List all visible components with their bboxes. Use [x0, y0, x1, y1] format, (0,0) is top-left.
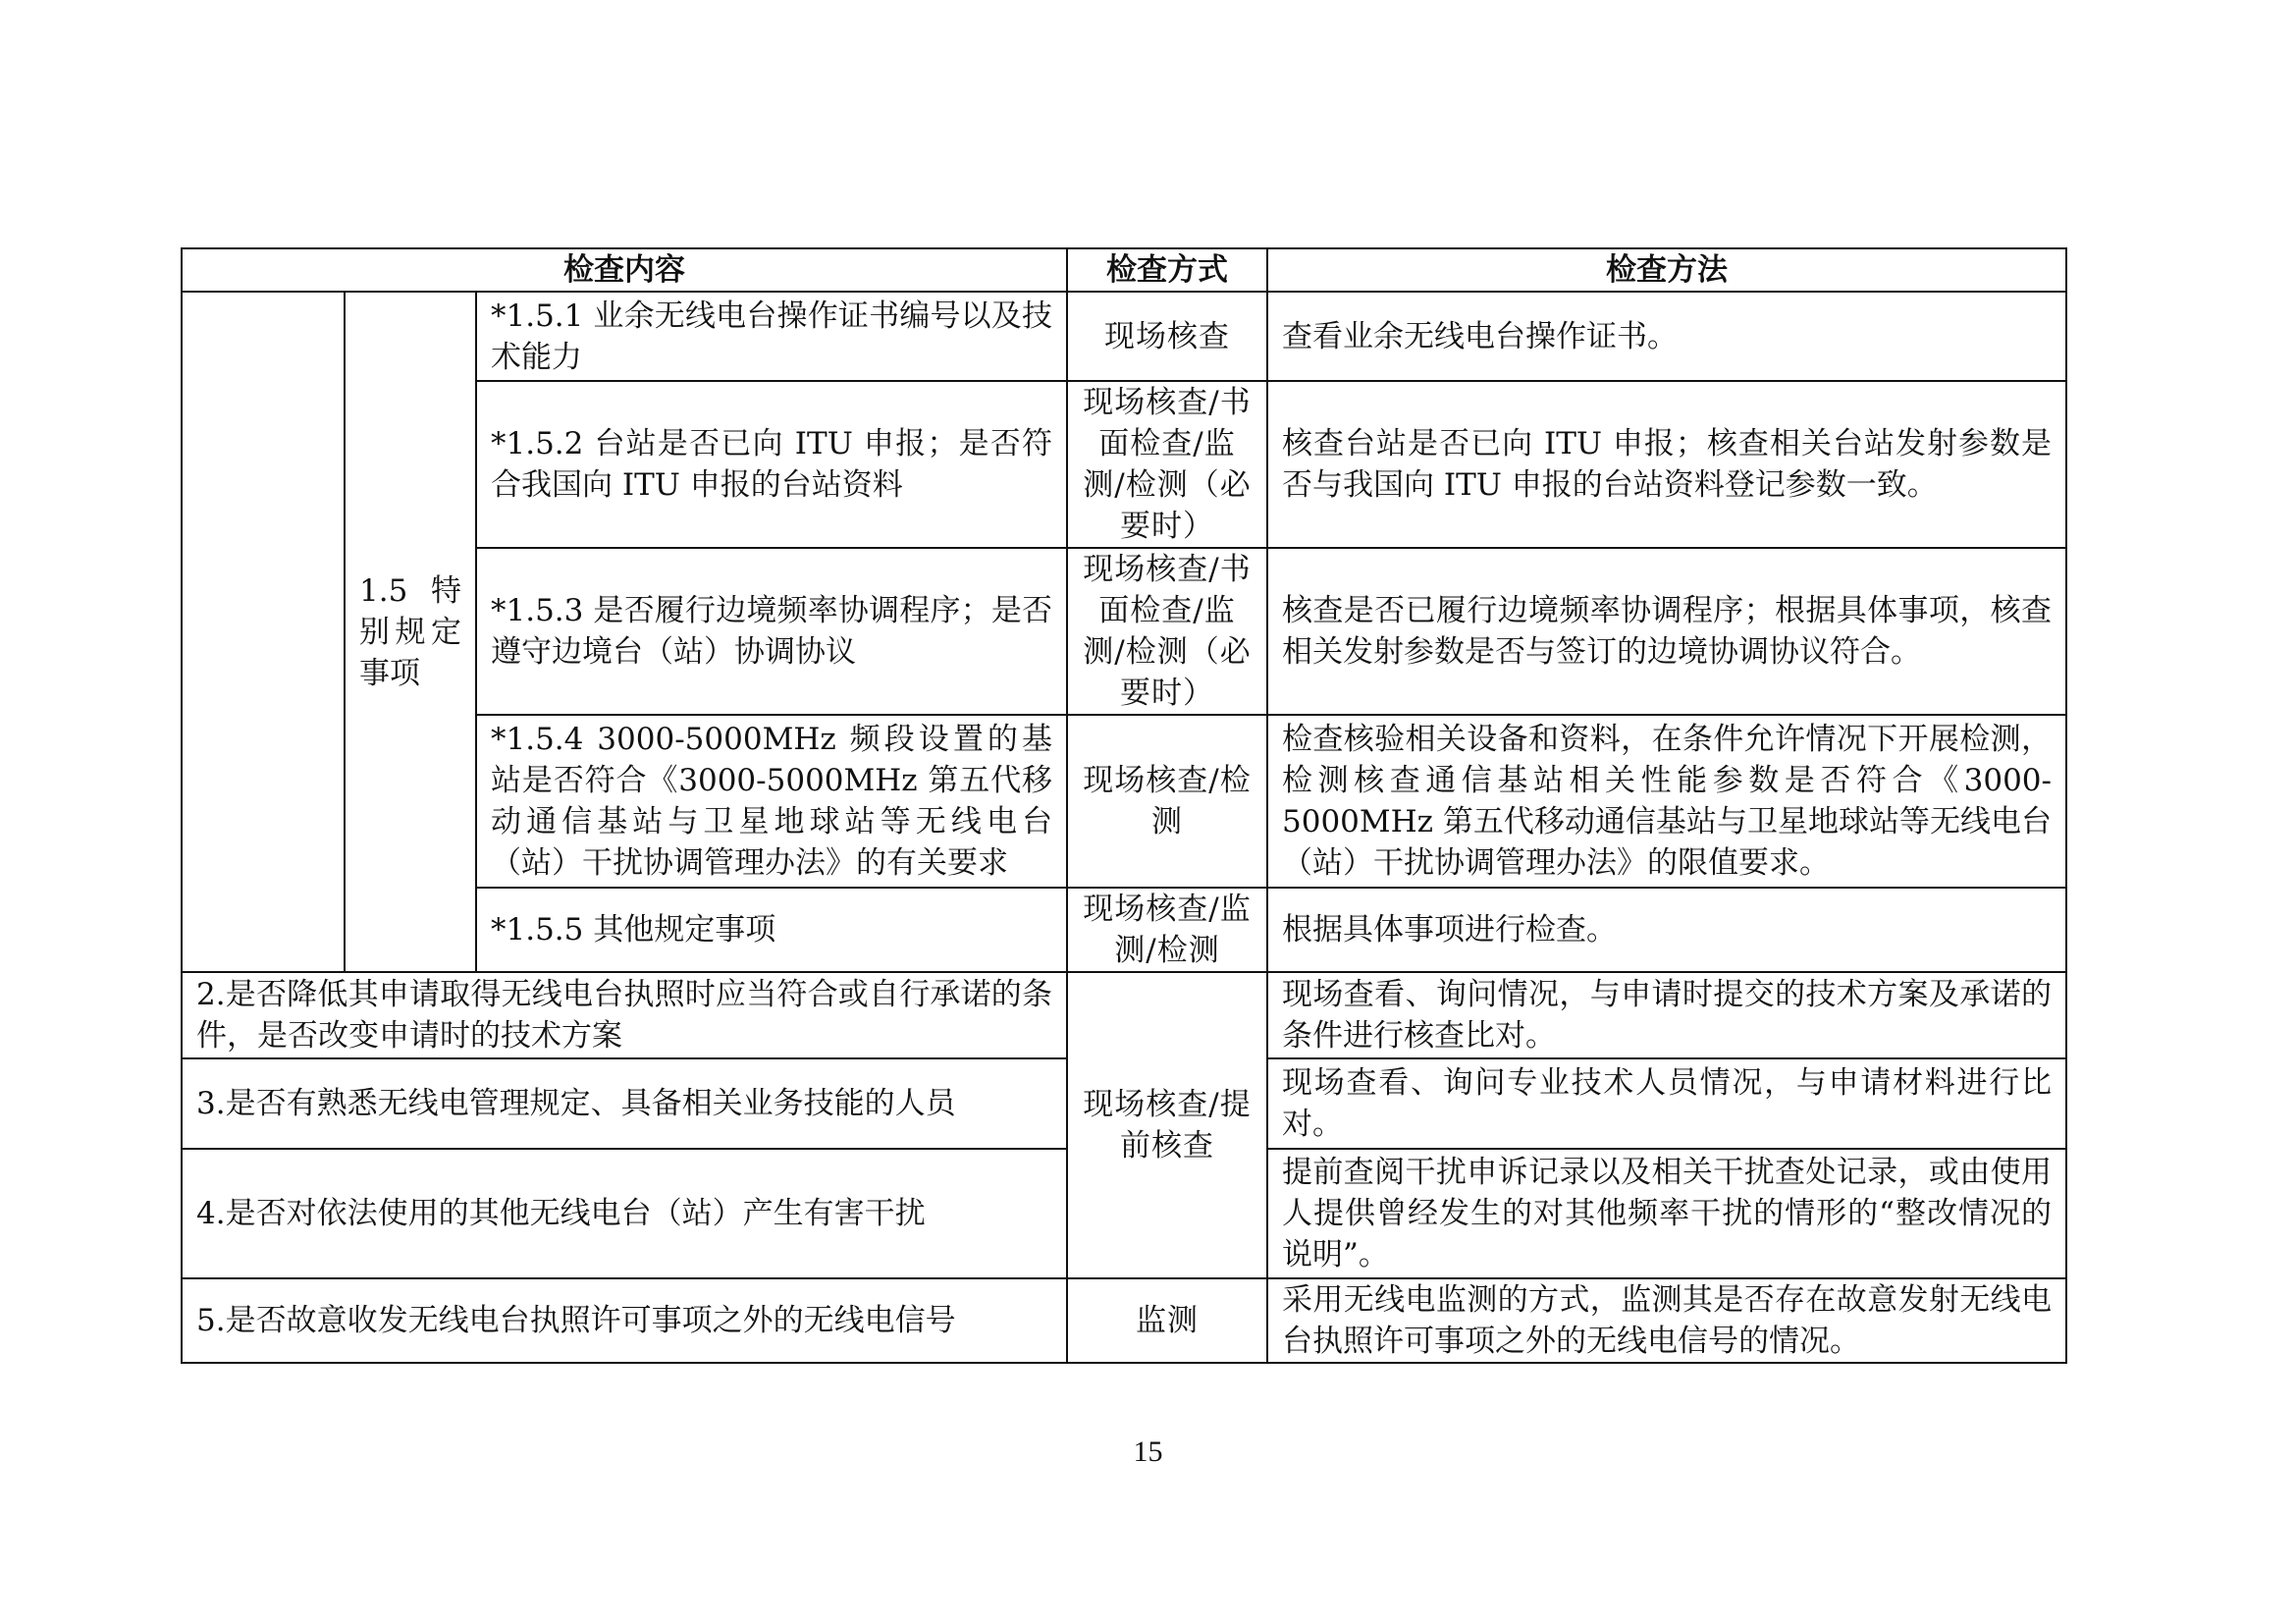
item-1-5-1-method: 查看业余无线电台操作证书。	[1267, 292, 2066, 381]
item-5-method: 采用无线电监测的方式，监测其是否存在故意发射无线电台执照许可事项之外的无线电信号的情况。	[1267, 1278, 2066, 1363]
item-5-content: 5.是否故意收发无线电台执照许可事项之外的无线电信号	[182, 1278, 1067, 1363]
item-1-5-5-method: 根据具体事项进行检查。	[1267, 888, 2066, 972]
items-shared-mode: 现场核查/提前核查	[1067, 972, 1267, 1278]
item-1-5-5-mode: 现场核查/监测/检测	[1067, 888, 1267, 972]
section-1-5-label: 1.5 特别规定事项	[345, 292, 476, 972]
table-header-row	[182, 248, 2066, 292]
header-mode: 检查方式	[1067, 248, 1267, 292]
table-row	[182, 1278, 2066, 1363]
header-content: 检查内容	[182, 248, 1067, 292]
item-4-content: 4.是否对依法使用的其他无线电台（站）产生有害干扰	[182, 1149, 1067, 1278]
blank-cell	[182, 292, 345, 972]
item-1-5-4-method: 检查核验相关设备和资料，在条件允许情况下开展检测，检测核查通信基站相关性能参数是否符合《3000-5000MHz 第五代移动通信基站与卫星地球站等无线电台（站）干扰协调管理办法》的限值要求。	[1267, 715, 2066, 888]
item-1-5-2-mode: 现场核查/书面检查/监测/检测（必要时）	[1067, 381, 1267, 548]
item-2-content: 2.是否降低其申请取得无线电台执照时应当符合或自行承诺的条件，是否改变申请时的技术方案	[182, 972, 1067, 1058]
page-number: 15	[1133, 1435, 1163, 1468]
inspection-table	[181, 247, 2067, 1364]
item-1-5-2-content: *1.5.2 台站是否已向 ITU 申报；是否符合我国向 ITU 申报的台站资料	[476, 381, 1067, 548]
item-2-method: 现场查看、询问情况，与申请时提交的技术方案及承诺的条件进行核查比对。	[1267, 972, 2066, 1058]
item-1-5-4-content: *1.5.4 3000-5000MHz 频段设置的基站是否符合《3000-5000MHz 第五代移动通信基站与卫星地球站等无线电台（站）干扰协调管理办法》的有关要求	[476, 715, 1067, 888]
item-1-5-3-method: 核查是否已履行边境频率协调程序；根据具体事项，核查相关发射参数是否与签订的边境协调协议符合。	[1267, 548, 2066, 715]
item-1-5-3-content: *1.5.3 是否履行边境频率协调程序；是否遵守边境台（站）协调协议	[476, 548, 1067, 715]
item-4-method: 提前查阅干扰申诉记录以及相关干扰查处记录，或由使用人提供曾经发生的对其他频率干扰的情形的“整改情况的说明”。	[1267, 1149, 2066, 1278]
item-3-method: 现场查看、询问专业技术人员情况，与申请材料进行比对。	[1267, 1058, 2066, 1149]
item-1-5-5-content: *1.5.5 其他规定事项	[476, 888, 1067, 972]
table-row	[182, 972, 2066, 1058]
item-1-5-4-mode: 现场核查/检测	[1067, 715, 1267, 888]
item-1-5-3-mode: 现场核查/书面检查/监测/检测（必要时）	[1067, 548, 1267, 715]
item-3-content: 3.是否有熟悉无线电管理规定、具备相关业务技能的人员	[182, 1058, 1067, 1149]
header-method: 检查方法	[1267, 248, 2066, 292]
item-1-5-1-mode: 现场核查	[1067, 292, 1267, 381]
table-row	[182, 292, 2066, 381]
item-1-5-1-content: *1.5.1 业余无线电台操作证书编号以及技术能力	[476, 292, 1067, 381]
item-1-5-2-method: 核查台站是否已向 ITU 申报；核查相关台站发射参数是否与我国向 ITU 申报的台站资料登记参数一致。	[1267, 381, 2066, 548]
item-5-mode: 监测	[1067, 1278, 1267, 1363]
